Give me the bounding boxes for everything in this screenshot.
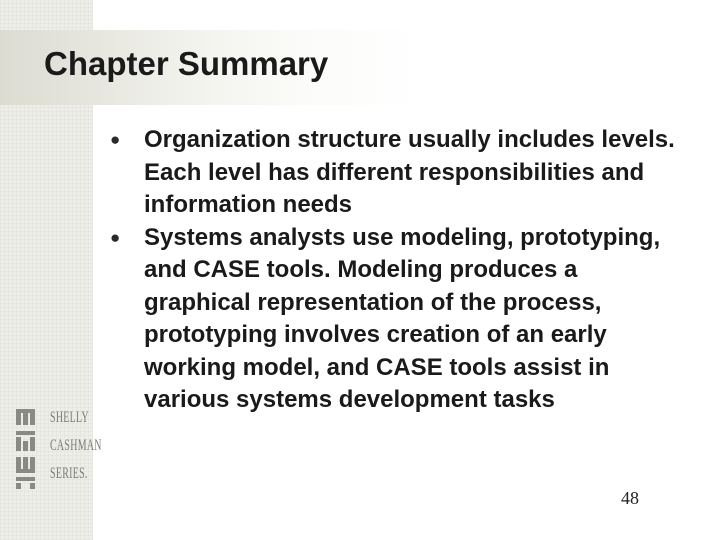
bullet-item — [110, 124, 690, 222]
bullet-text: Systems analysts use modeling, prototyping, and CASE tools. Modeling produces a graphical representation of the process, prototyping involves creation of an early working model, and CASE tools assist in various systems development tasks — [144, 223, 661, 413]
bullet-list — [110, 124, 690, 417]
bullet-item — [110, 222, 690, 417]
shelly-cashman-series-logo — [14, 405, 102, 490]
bullet-marker-icon: ● — [110, 130, 121, 149]
logo-word-shelly: SHELLY — [50, 409, 89, 426]
logo-word-cashman: CASHMAN — [50, 437, 102, 454]
bullet-text: Organization structure usually includes levels. Each level has different responsibilities and information needs — [144, 126, 675, 218]
slide-title: Chapter Summary — [44, 45, 329, 82]
logo-word-series: SERIES. — [50, 465, 88, 482]
bullet-marker-icon: ● — [110, 227, 121, 247]
series-emblem-icon — [14, 405, 50, 490]
page-number: 48 — [621, 488, 639, 508]
